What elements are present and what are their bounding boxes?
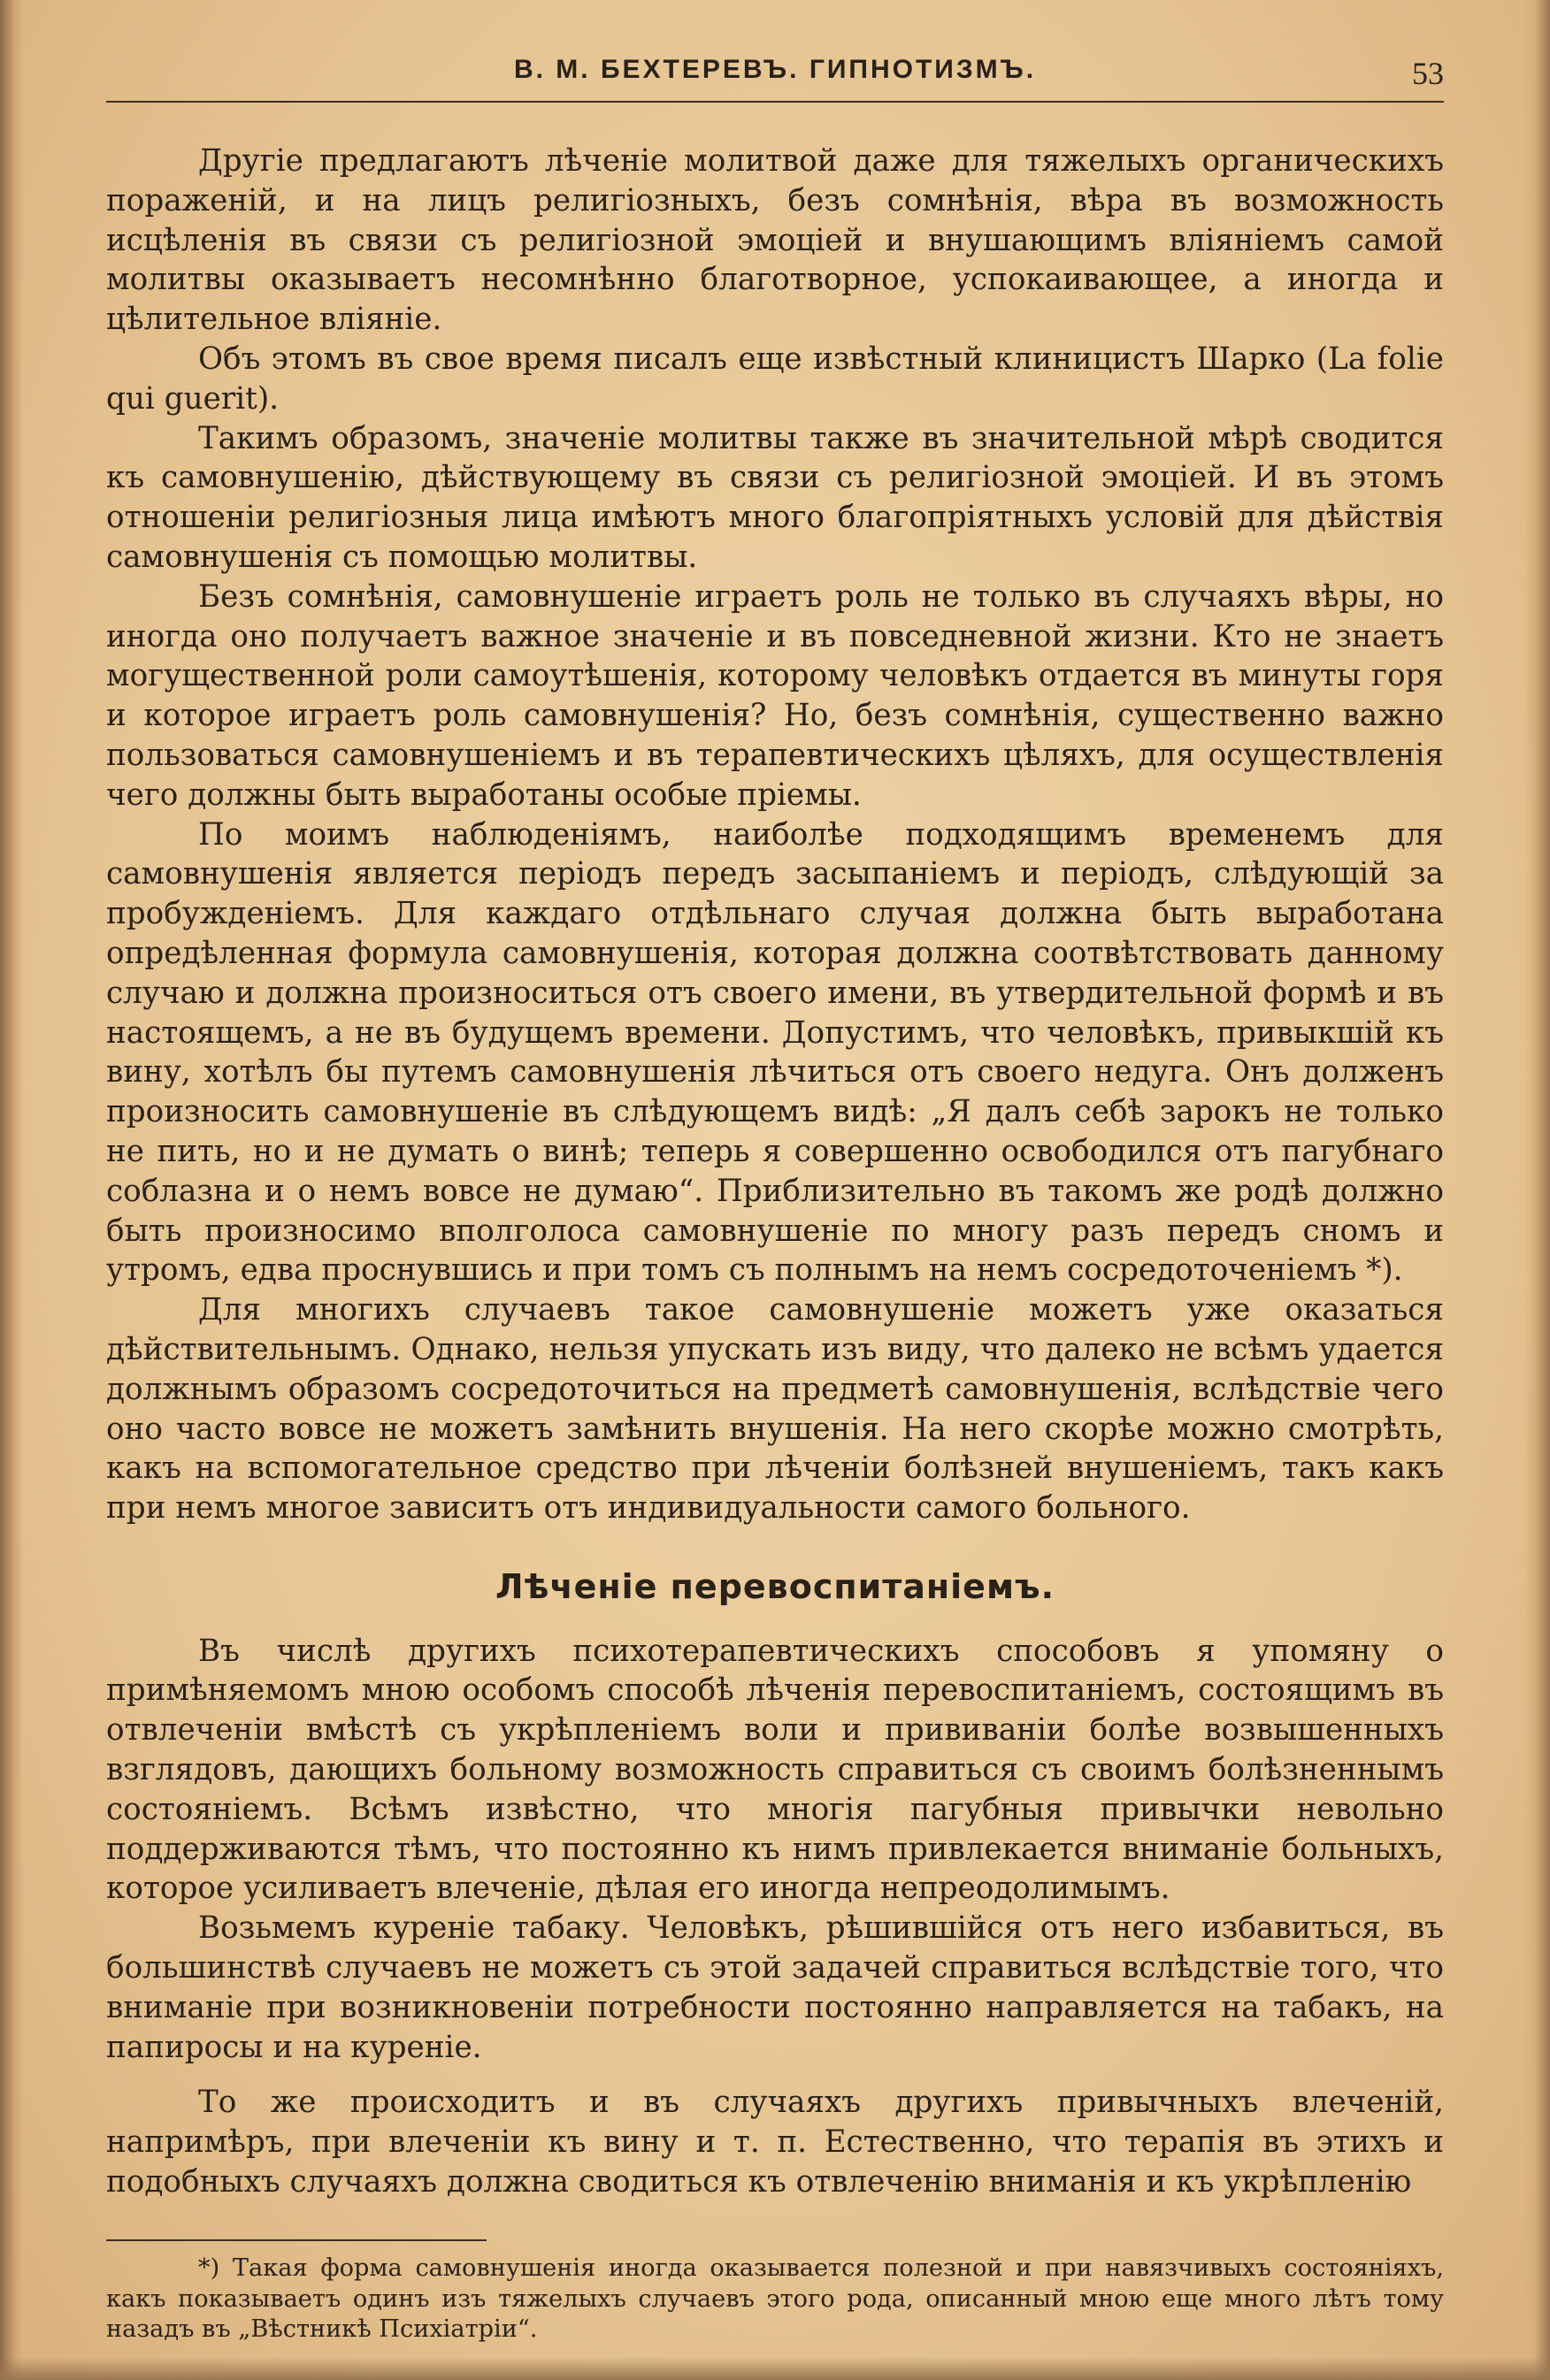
paragraph: По моимъ наблюденіямъ, наиболѣе подходящимъ временемъ для самовнушенія является періодъ передъ засыпаніемъ и періодъ, слѣдующій за пробужденіемъ. Для каждаго отдѣльнаго случая должна быть выработана опредѣленная формула самовнушенія, которая должна соотвѣтствовать данному случаю и должна произноситься отъ своего имени, въ утвердительной формѣ и въ настоящемъ, а не въ будущемъ времени. Допустимъ, что человѣкъ, привыкшій къ вину, хотѣлъ бы путемъ самовнушенія лѣчиться отъ своего недуга. Онъ долженъ произносить самовнушеніе въ слѣдующемъ видѣ: „Я далъ себѣ зарокъ не только не пить, но и не думать о винѣ; теперь я совершенно освободился отъ пагубнаго соблазна и о немъ вовсе не думаю“. Приблизительно въ такомъ же родѣ должно быть произносимо вполголоса самовнушеніе по многу разъ передъ сномъ и утромъ, едва проснувшись и при томъ съ полнымъ на немъ сосредоточеніемъ *). [106,816,1444,1289]
running-header [106,55,1444,103]
page-left-edge [0,0,23,2380]
page-number: 53 [1412,56,1444,91]
paragraph: Объ этомъ въ свое время писалъ еще извѣстный клиницистъ Шарко (La folie qui guerit). [106,341,1444,417]
paragraph: Другіе предлагаютъ лѣченіе молитвой даже для тяжелыхъ органическихъ пораженій, и на лицъ религіозныхъ, безъ сомнѣнія, вѣра въ возможность исцѣленія въ связи съ религіозной эмоціей и внушающимъ вліяніемъ самой молитвы оказываетъ несомнѣнно благотворное, успокаивающее, а иногда и цѣлительное вліяніе. [106,143,1444,338]
paragraph: То же происходитъ и въ случаяхъ другихъ привычныхъ влеченій, напримѣръ, при влеченіи къ вину и т. п. Естественно, что терапія въ этихъ и подобныхъ случаяхъ должна сводиться къ отвлеченію вниманія и къ укрѣпленію [106,2085,1444,2200]
paragraph: Безъ сомнѣнія, самовнушеніе играетъ роль не только въ случаяхъ вѣры, но иногда оно получаетъ важное значеніе и въ повседневной жизни. Кто не знаетъ могущественной роли самоутѣшенія, которому человѣкъ отдается въ минуты горя и которое играетъ роль самовнушенія? Но, безъ сомнѣнія, существенно важно пользоваться самовнушеніемъ и въ терапевтическихъ цѣляхъ, для осуществленія чего должны быть выработаны особые пріемы. [106,578,1444,813]
paragraph: Въ числѣ другихъ психотерапевтическихъ способовъ я упомяну о примѣняемомъ мною особомъ способѣ лѣченія перевоспитаніемъ, состоящимъ въ отвлеченіи вмѣстѣ съ укрѣпленіемъ воли и прививаніи болѣе возвышенныхъ взглядовъ, дающихъ больному возможность справиться съ своимъ болѣзненнымъ состояніемъ. Всѣмъ извѣстно, что многія пагубныя привычки невольно поддерживаются тѣмъ, что постоянно къ нимъ привлекается вниманіе больныхъ, которое усиливаетъ влеченіе, дѣлая его иногда непреодолимымъ. [106,1633,1444,1907]
running-header-title: В. М. БЕХТЕРЕВЪ. ГИПНОТИЗМЪ. [513,55,1037,84]
paragraph: Такимъ образомъ, значеніе молитвы также въ значительной мѣрѣ сводится къ самовнушенію, дѣйствующему въ связи съ религіозной эмоціей. И въ этомъ отношеніи религіозныя лица имѣютъ много благопріятныхъ условій для дѣйствія самовнушенія съ помощью молитвы. [106,420,1444,575]
page-bottom-edge [0,2357,1550,2380]
body-text [106,142,1444,2202]
paragraph: Возьмемъ куреніе табаку. Человѣкъ, рѣшившійся отъ него избавиться, въ большинствѣ случаевъ не можетъ съ этой задачей справиться вслѣдствіе того, что вниманіе при возникновеніи потребности постоянно направляется на табакъ, на папиросы и на куреніе. [106,1910,1444,2065]
page-right-edge [1523,0,1550,2380]
footnote: *) Такая форма самовнушенія иногда оказывается полезной и при навязчивыхъ состояніяхъ, какъ показываетъ одинъ изъ тяжелыхъ случаевъ этого рода, описанный мною еще много лѣтъ тому назадъ въ „Вѣстникѣ Психіатріи“. [106,2254,1444,2343]
paragraph: Для многихъ случаевъ такое самовнушеніе можетъ уже оказаться дѣйствительнымъ. Однако, нельзя упускать изъ виду, что далеко не всѣмъ удается должнымъ образомъ сосредоточиться на предметѣ самовнушенія, вслѣдствіе чего оно часто вовсе не можетъ замѣнить внушенія. На него скорѣе можно смотрѣть, какъ на вспомогательное средство при лѣченіи болѣзней внушеніемъ, такъ какъ при немъ многое зависитъ отъ индивидуальности самого больного. [106,1292,1444,1527]
section-heading: Лѣченіе перевоспитаніемъ. [495,1566,1055,1606]
footnote-rule [106,2239,487,2241]
